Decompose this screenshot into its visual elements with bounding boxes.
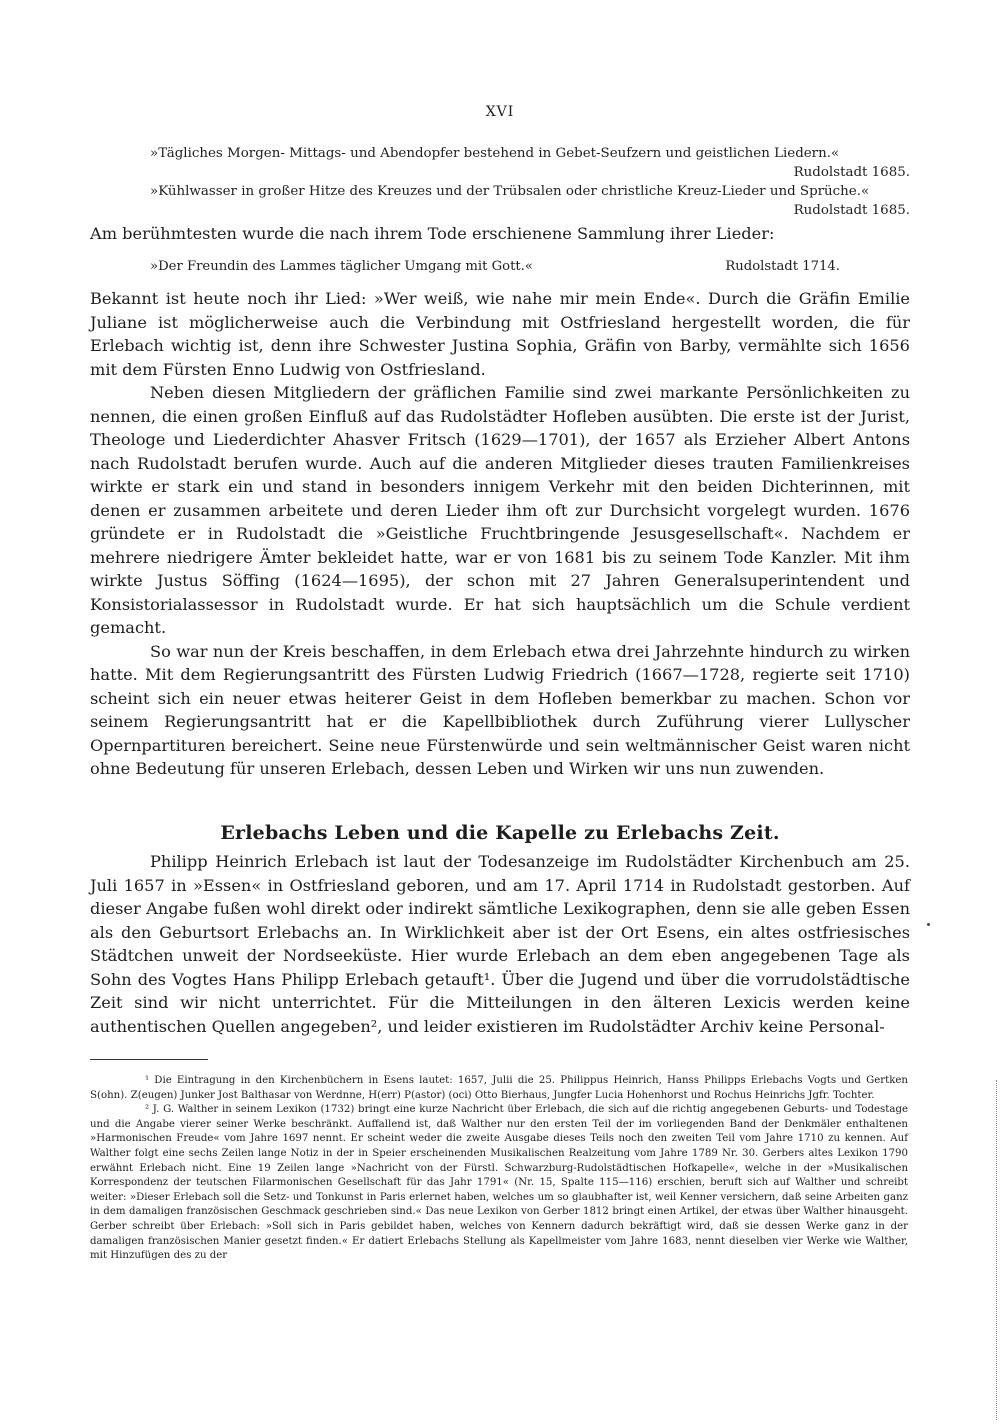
paragraph: Bekannt ist heute noch ihr Lied: »Wer weiß, wie nahe mir mein Ende«. Durch die Gräfin Emilie Juliane ist möglicherweise auch die Verbindung mit Ostfriesland hergestellt worden, die für Erlebach wichtig ist, denn ihre Schwester Justina Sophia, Gräfin von Barby, vermählte sich 1656 mit dem Fürsten Enno Ludwig von Ostfriesland.	[90, 289, 910, 379]
title-text: »Tägliches Morgen- Mittags- und Abendopfer bestehend in Gebet-Seufzern und geistlichen Liedern.«	[150, 146, 840, 161]
paragraph: Philipp Heinrich Erlebach ist laut der Todesanzeige im Rudolstädter Kirchenbuch am 25. Juli 1657 in »Essen« in Ostfriesland geboren, und am 17. April 1714 in Rudolstadt gestorben. Auf dieser Angabe fußen wohl direkt oder indirekt sämtliche Lexikographen, denn sie alle geben Essen als den Geburtsort Erlebachs an. In Wirklichkeit aber ist der Ort Esens, ein altes ostfriesisches Städtchen unweit der Nordseeküste. Hier wurde Erlebach an dem eben angegebenen Tage als Sohn des Vogtes Hans Philipp Erlebach getauft¹. Über die Jugend und über die vorrudolstädtische Zeit sind wir nicht unterrichtet. Für die Mitteilungen in den älteren Lexicis werden keine authentischen Quellen angegeben², und leider existieren im Rudolstädter Archiv keine Personal-	[90, 852, 910, 1036]
footnote: ¹ Die Eintragung in den Kirchenbüchern in Esens lautet: 1657, Julii die 25. Philippus Heinrich, Hanss Philipps Erlebachs Vogts und Gertken S(ohn). Z(eugen) Junker Jost Balthasar von Werdnne, H(err) P(astor) (oci) Otto Bierhaus, Jungfer Lucia Hohenhorst und Rochus Heinrichs Jgfr. Tochter.	[90, 1075, 908, 1101]
footnote-rule	[90, 1059, 208, 1060]
collection-place: Rudolstadt 1714.	[725, 259, 840, 274]
footnote: ² J. G. Walther in seinem Lexikon (1732) bringt eine kurze Nachricht über Erlebach, die sich auf die richtig angegebenen Geburts- und Todestage und die Angabe vierer seiner Werke beschränkt. Auffallend ist, daß Walther nur den ersten Teil der im vorliegenden Band der Denkmäler enthaltenen »Harmonischen Freude« vom Jahre 1697 nennt. Er scheint weder die zweite Ausgabe dieses Teils noch den zweiten Teil vom Jahre 1710 zu kennen. Auf Walther folgt eine sechs Zeilen lange Notiz in der in Speier erscheinenden Musikalischen Realzeitung vom Jahre 1789 Nr. 30. Gerbers altes Lexikon 1790 erwähnt Erlebach nicht. Eine 19 Zeilen lange »Nachricht von der Fürstl. Schwarzburg-Rudolstädtischen Hofkapelle«, welche in der »Musikalischen Korrespondenz der teutschen Filarmonischen Gesellschaft für das Jahr 1791« (Nr. 15, Spalte 115—116) erschien, beruft sich auf Walther und schreibt weiter: »Dieser Erlebach soll die Setz- und Tonkunst in Paris erlernet haben, welches um so glaubhafter ist, weil Kenner versichern, daß seine Arbeiten ganz in dem damaligen französischen Geschmack geschrieben sind.« Das neue Lexikon von Gerber 1812 bringt einen Artikel, der etwas über Walther hinausgeht. Gerber schreibt über Erlebach: »Soll sich in Paris gebildet haben, welches von Kennern dadurch bekräftigt wird, daß sie dessen Werke ganz in der damaligen französischen Manier gesetzt finden.« Er datiert Erlebachs Stellung als Kapellmeister vom Jahre 1683, nennt dieselben vier Werke wie Walther, mit Hinzufügen des zu der	[90, 1104, 908, 1262]
collection-title: »Der Freundin des Lammes täglicher Umgang mit Gott.«	[150, 259, 533, 274]
section-heading: Erlebachs Leben und die Kapelle zu Erlebachs Zeit.	[220, 822, 780, 844]
section-text	[90, 850, 910, 1038]
footnotes	[90, 1074, 908, 1264]
title-text: »Kühlwasser in großer Hitze des Kreuzes und der Trübsalen oder christliche Kreuz-Lieder und Sprüche.«	[150, 184, 870, 199]
page-edge-mark	[996, 1080, 998, 1420]
title-place: Rudolstadt 1685.	[793, 165, 910, 180]
main-text	[90, 287, 910, 781]
title-place: Rudolstadt 1685.	[793, 203, 910, 218]
page-number: XVI	[485, 104, 515, 120]
print-speck	[927, 923, 930, 926]
title-entry	[150, 144, 910, 182]
collection-entry	[150, 259, 840, 274]
paragraph: So war nun der Kreis beschaffen, in dem Erlebach etwa drei Jahrzehnte hindurch zu wirken hatte. Mit dem Regierungsantritt des Fürsten Ludwig Friedrich (1667—1728, regierte seit 1710) scheint sich ein neuer etwas heiterer Geist in dem Hofleben bemerkbar zu machen. Schon vor seinem Regierungsantritt hat er die Kapellbibliothek durch Zuführung vierer Lullyscher Opernpartituren bereichert. Seine neue Fürstenwürde und sein weltmännischer Geist waren nicht ohne Bedeutung für unseren Erlebach, dessen Leben und Wirken wir uns nun zuwenden.	[90, 641, 910, 778]
famous-collection-line: Am berühmtesten wurde die nach ihrem Tode erschienene Sammlung ihrer Lieder:	[90, 224, 775, 243]
title-entry	[150, 182, 910, 220]
paragraph: Neben diesen Mitgliedern der gräflichen Familie sind zwei markante Persönlichkeiten zu nennen, die einen großen Einfluß auf das Rudolstädter Hofleben ausübten. Die erste ist der Jurist, Theologe und Liederdichter Ahasver Fritsch (1629—1701), der 1657 als Erzieher Albert Antons nach Rudolstadt berufen wurde. Auch auf die anderen Mitglieder dieses trauten Familienkreises wirkte er stark ein und stand in besonders innigem Verkehr mit den beiden Dichterinnen, mit denen er zusammen arbeitete und deren Lieder ihm oft zur Durchsicht vorgelegt wurden. 1676 gründete er in Rudolstadt die »Geistliche Fruchtbringende Jesusgesellschaft«. Nachdem er mehrere niedrigere Ämter bekleidet hatte, war er von 1681 bis zu seinem Tode Kanzler. Mit ihm wirkte Justus Söffing (1624—1695), der schon mit 27 Jahren Generalsuperintendent und Konsistorialassessor in Rudolstadt wurde. Er hat sich hauptsächlich um die Schule verdient gemacht.	[90, 383, 910, 637]
